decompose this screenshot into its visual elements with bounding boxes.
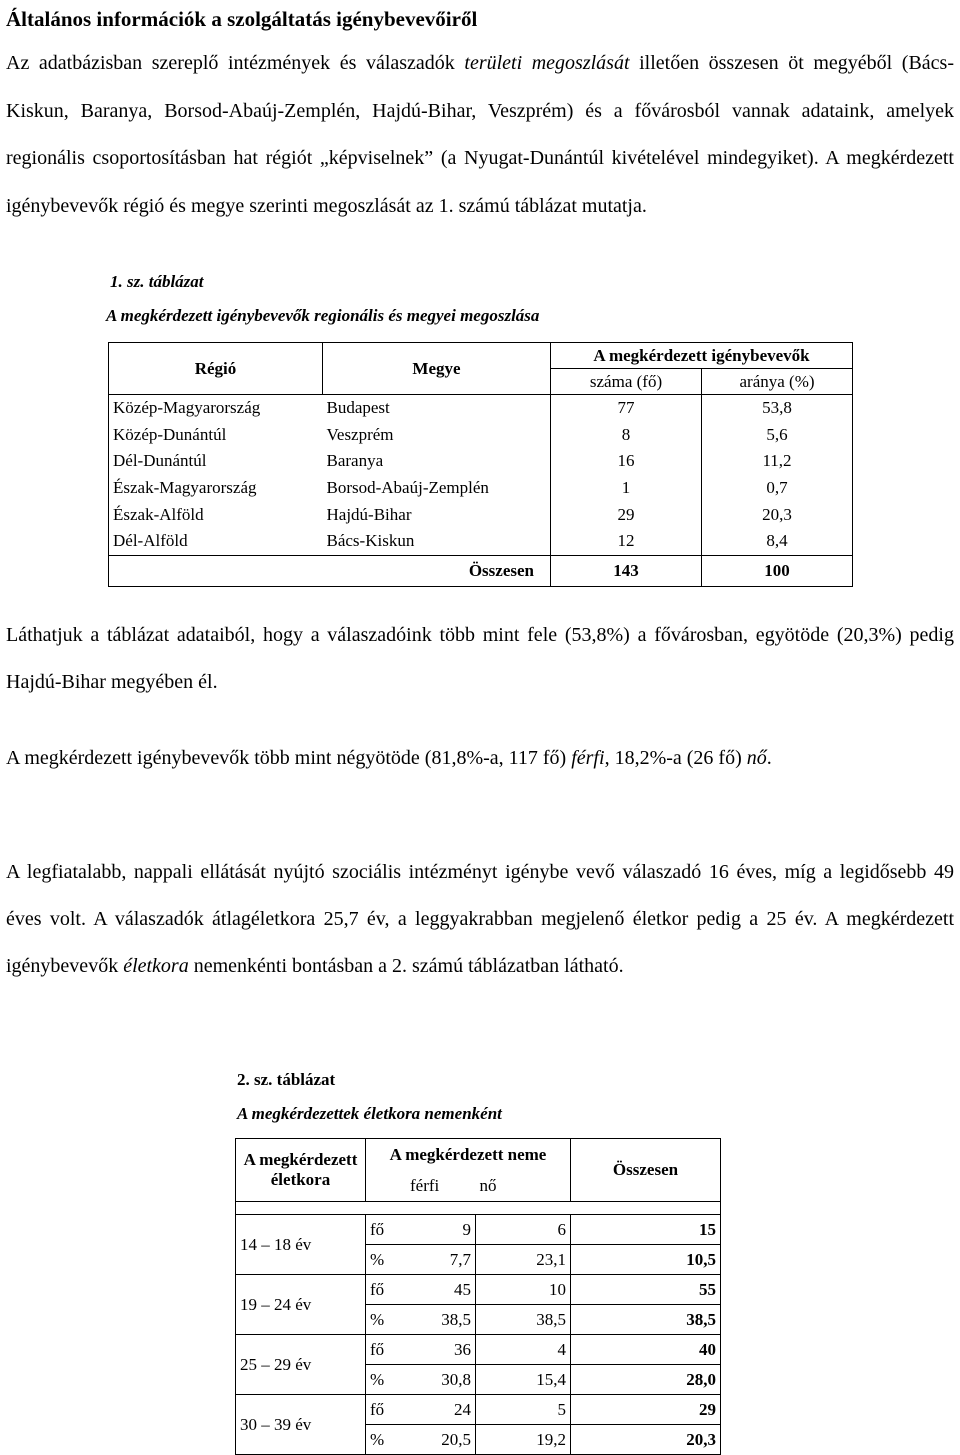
total-cell: 55 (571, 1275, 721, 1305)
county-cell: Budapest (323, 395, 551, 422)
regional-distribution-table (108, 342, 853, 587)
unit-cell: fő (366, 1275, 396, 1305)
region-cell: Dél-Dunántúl (109, 448, 323, 475)
county-cell: Veszprém (326, 424, 394, 444)
text-run: nemenkénti bontásban a 2. számú táblázatban látható. (188, 955, 624, 977)
table-row (236, 1215, 721, 1245)
text-run: , 18,2%-a (26 fő) (604, 747, 747, 769)
count-cell: 29 (551, 501, 702, 528)
total-cell: 29 (571, 1395, 721, 1425)
emphasis-text: életkora (123, 955, 189, 977)
header-county: Megye (323, 343, 551, 395)
age-by-sex-table (235, 1138, 721, 1455)
spacer-row (236, 1202, 721, 1215)
table-row (109, 528, 853, 555)
header-region: Régió (109, 343, 323, 395)
paragraph-regional-intro (6, 40, 954, 230)
count-cell: 12 (551, 528, 702, 555)
age-group-cell: 30 – 39 év (236, 1395, 366, 1455)
unit-cell: fő (366, 1395, 396, 1425)
total-count: 143 (551, 555, 702, 586)
total-cell: 15 (571, 1215, 721, 1245)
table-row (109, 395, 853, 422)
male-cell: 30,8 (396, 1365, 476, 1395)
female-cell: 23,1 (476, 1245, 571, 1275)
male-cell: 20,5 (396, 1425, 476, 1455)
emphasis-text: területi megoszlását (464, 52, 630, 74)
female-cell: 15,4 (476, 1365, 571, 1395)
region-cell: Közép-Dunántúl (109, 422, 323, 449)
total-cell: 20,3 (571, 1425, 721, 1455)
table-row (109, 475, 853, 502)
male-cell: 9 (396, 1215, 476, 1245)
section-heading: Általános információk a szolgáltatás igénybevevőiről (6, 7, 478, 31)
age-group-cell: 14 – 18 év (236, 1215, 366, 1275)
header-male: férfi (366, 1170, 476, 1202)
male-cell: 24 (396, 1395, 476, 1425)
table1-caption-number: 1. sz. táblázat (110, 272, 204, 291)
share-cell: 8,4 (702, 528, 853, 555)
share-cell: 11,2 (702, 448, 853, 475)
table-row (236, 1395, 721, 1425)
total-cell: 28,0 (571, 1365, 721, 1395)
total-row (109, 555, 853, 586)
unit-cell: % (366, 1305, 396, 1335)
total-share: 100 (702, 555, 853, 586)
text-run: A legfiatalabb, nappali ellátását nyújtó szociális intézményt igénybe vevő válaszadó 16 éves, míg a legidősebb 49 éves volt. A válaszadók átlagéletkora 25,7 év, a leggyakrabban megjelenő életkor pedig a 25 év. A megkérdezett igénybevevők (6, 861, 954, 977)
unit-cell: fő (366, 1335, 396, 1365)
table2-caption-number: 2. sz. táblázat (237, 1070, 336, 1089)
female-cell: 4 (476, 1335, 571, 1365)
region-cell: Dél-Alföld (109, 528, 323, 555)
text-run: Az adatbázisban szereplő intézmények és válaszadók (6, 52, 465, 74)
age-group-cell: 19 – 24 év (236, 1275, 366, 1335)
text-run: A megkérdezett igénybevevők több mint négyötöde (81,8%-a, 117 fő) (6, 747, 572, 769)
county-cell: Hajdú-Bihar (326, 504, 412, 524)
share-cell: 0,7 (702, 475, 853, 502)
table2-caption-title: A megkérdezettek életkora nemenként (237, 1104, 502, 1123)
female-cell: 6 (476, 1215, 571, 1245)
total-cell: 38,5 (571, 1305, 721, 1335)
emphasis-text: férfi (571, 747, 605, 769)
unit-cell: fő (366, 1215, 396, 1245)
paragraph-age (6, 849, 954, 990)
count-cell: 1 (551, 475, 702, 502)
county-cell: Borsod-Abaúj-Zemplén (326, 478, 489, 498)
text-run: illetően összesen öt megyéből (Bács-Kiskun, Baranya, Borsod-Abaúj-Zemplén, Hajdú-Bihar, Veszprém) és a fővárosból vannak adataink, amelyek regionális csoportosításban hat régiót „képviselnek” (a Nyugat-Dunántúl kivételével mindegyiket). A megkérdezett igénybevevők régió és megye szerinti megoszlását az 1. számú táblázat mutatja. (6, 52, 954, 217)
paragraph-table1-summary: Láthatjuk a táblázat adataiból, hogy a válaszadóink több mint fele (53,8%) a fővárosban, egyötöde (20,3%) pedig Hajdú-Bihar megyében él. (6, 624, 954, 693)
total-label: Összesen (109, 555, 551, 586)
count-cell: 8 (551, 422, 702, 449)
unit-cell: % (366, 1365, 396, 1395)
total-cell: 10,5 (571, 1245, 721, 1275)
share-cell: 20,3 (702, 501, 853, 528)
header-share: aránya (%) (702, 369, 853, 395)
header-female: nő (476, 1170, 571, 1202)
county-cell: Baranya (326, 451, 384, 471)
total-cell: 40 (571, 1335, 721, 1365)
table-row (236, 1335, 721, 1365)
text-run: . (766, 747, 772, 769)
count-cell: 16 (551, 448, 702, 475)
paragraph-gender (6, 735, 954, 782)
header-respondents: A megkérdezett igénybevevők (551, 343, 853, 369)
unit-cell: % (366, 1245, 396, 1275)
emphasis-text: nő (746, 747, 767, 769)
count-cell: 77 (551, 395, 702, 422)
female-cell: 19,2 (476, 1425, 571, 1455)
region-cell: Észak-Alföld (109, 501, 323, 528)
male-cell: 7,7 (396, 1245, 476, 1275)
header-total: Összesen (571, 1139, 721, 1202)
county-cell: Bács-Kiskun (326, 531, 415, 551)
share-cell: 53,8 (702, 395, 853, 422)
male-cell: 38,5 (396, 1305, 476, 1335)
header-sex: A megkérdezett neme (366, 1139, 571, 1171)
table-row (109, 422, 853, 449)
female-cell: 10 (476, 1275, 571, 1305)
table-row (109, 448, 853, 475)
male-cell: 45 (396, 1275, 476, 1305)
female-cell: 5 (476, 1395, 571, 1425)
unit-cell: % (366, 1425, 396, 1455)
table-row (236, 1275, 721, 1305)
female-cell: 38,5 (476, 1305, 571, 1335)
table1-caption-title: A megkérdezett igénybevevők regionális és megyei megoszlása (106, 306, 540, 325)
region-cell: Észak-Magyarország (109, 475, 323, 502)
male-cell: 36 (396, 1335, 476, 1365)
region-cell: Közép-Magyarország (109, 395, 323, 422)
table-row (109, 501, 853, 528)
header-age: A megkérdezett életkora (236, 1139, 366, 1202)
share-cell: 5,6 (702, 422, 853, 449)
header-count: száma (fő) (551, 369, 702, 395)
age-group-cell: 25 – 29 év (236, 1335, 366, 1395)
